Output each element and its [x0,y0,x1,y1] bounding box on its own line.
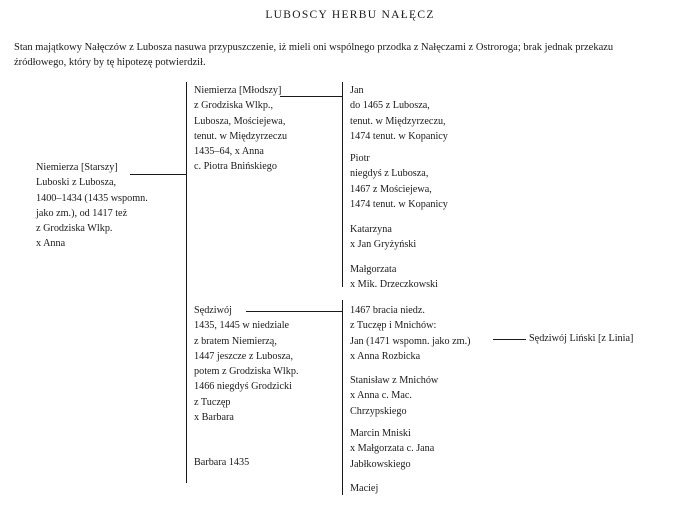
intro-line-2: źródłowego, który by tę hipotezę potwierdził. [14,57,206,68]
person-bracia-jan [350,303,471,364]
person-text-line: Jan (1471 wspomn. jako zm.) [350,335,471,347]
person-text-line: Maciej [350,483,379,494]
person-text-line: Marcin Mniski [350,428,411,439]
person-text-line: 1466 niegdyś Grodzicki [194,381,292,393]
person-text-line: 1467 bracia niedz. [350,305,425,316]
person-text-line: 1435–64, x Anna [194,146,264,158]
person-text-line: 1467 z Mościejewa, [350,183,432,195]
person-text-line: Stanisław z Mnichów [350,375,439,386]
person-text-line: Chrzypskiego [350,405,407,417]
sedziwoj-children-line [342,300,343,495]
intro-line-1: Stan majątkowy Nałęczów z Lubosza nasuwa przypuszczenie, iż mieli oni wspólnego przodka z Nałęczami z Ostroroga; brak jednak przekazu [14,42,614,53]
person-text-line: Lubosza, Mościejewa, [194,115,286,127]
person-malgorzata [350,262,438,293]
page-title: LUBOSCY HERBU NAŁĘCZ [265,9,435,21]
person-text-line: do 1465 z Lubosza, [350,100,430,112]
person-marcin [350,426,434,472]
person-text-line: Barbara 1435 [194,457,250,468]
person-text-line: c. Piotra Bnińskiego [194,161,277,173]
person-sedziwoj-linski [529,331,633,346]
person-niemierza-starszy [36,160,148,252]
person-text-line: 1435, 1445 w niedziale [194,320,290,332]
person-text-line: 1400–1434 (1435 wspomn. [36,192,148,204]
person-text-line: z bratem Niemierzą, [194,335,277,347]
person-text-line: x Anna Rozbicka [350,350,421,362]
person-text-line: Jabłkowskiego [350,458,411,470]
person-maciej [350,481,378,496]
person-text-line: Sędziwój Liński [z Linia] [529,333,634,344]
person-text-line: x Małgorzata c. Jana [350,443,435,455]
person-text-line: potem z Grodziska Wlkp. [194,366,299,378]
person-text-line: jako zm.), od 1417 też [36,207,128,219]
intro-text [14,40,700,70]
person-text-line: z Tuczęp i Mnichów: [350,320,437,332]
jan-linski-connector [493,339,526,340]
niemierza-children-line [342,82,343,287]
person-text-line: 1447 jeszcze z Lubosza, [194,350,293,362]
person-niemierza-mlodszy [194,83,287,175]
person-text-line: z Tuczęp [194,396,231,408]
person-text-line: z Grodziska Wlkp., [194,100,274,112]
person-text-line: Niemierza [Młodszy] [194,85,282,96]
person-barbara [194,455,249,470]
person-sedziwoj [194,303,299,425]
person-text-line: x Jan Gryżyński [350,239,417,251]
person-text-line: x Anna c. Mac. [350,390,412,402]
person-text-line: x Mik. Drzeczkowski [350,279,438,291]
person-text-line: x Barbara [194,412,234,424]
niemierza-connector [280,96,342,97]
person-text-line: tenut. w Międzyrzeczu [194,130,288,142]
person-stanislaw [350,373,438,419]
person-text-line: 1474 tenut. w Kopanicy [350,130,448,142]
person-text-line: Małgorzata [350,264,397,275]
person-text-line: z Grodziska Wlkp. [36,223,113,235]
person-text-line: x Anna [36,238,66,250]
person-piotr [350,151,448,212]
person-text-line: Luboski z Lubosza, [36,177,117,189]
person-text-line: Niemierza [Starszy] [36,162,118,173]
person-text-line: Jan [350,85,364,96]
person-text-line: niegdyś z Lubosza, [350,168,429,180]
person-text-line: Sędziwój [194,305,232,316]
person-text-line: 1474 tenut. w Kopanicy [350,198,448,210]
person-jan [350,83,448,144]
person-text-line: tenut. w Międzyrzeczu, [350,115,446,127]
person-text-line: Katarzyna [350,224,392,235]
person-katarzyna [350,222,416,253]
gen2-vertical-line [186,82,187,483]
person-text-line: Piotr [350,153,370,164]
